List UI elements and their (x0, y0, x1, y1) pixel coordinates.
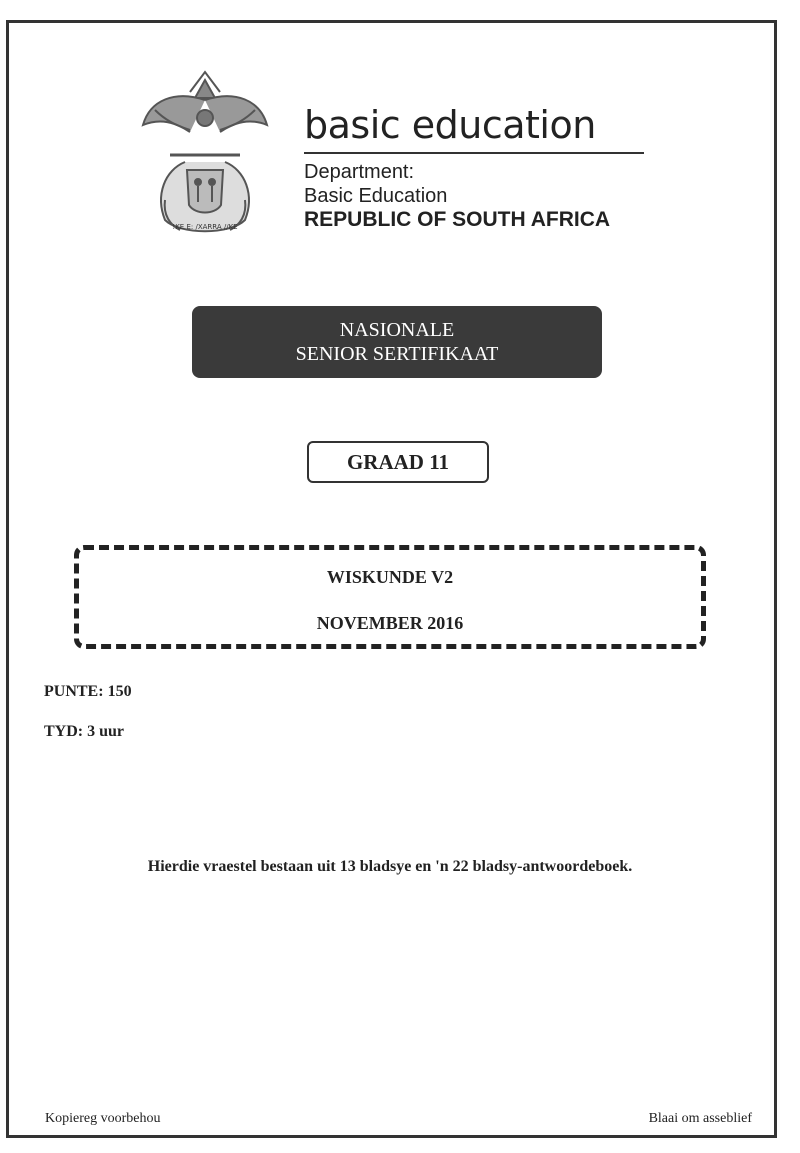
turn-over-footer: Blaai om asseblief (648, 1111, 752, 1126)
crest-motto-text: !KE E: /XARRA //KE (172, 223, 238, 231)
page-count-note: Hierdie vraestel bestaan uit 13 bladsye en 'n 22 bladsy-antwoordeboek. (147, 858, 633, 875)
time-line (44, 723, 124, 741)
coat-of-arms-logo (135, 70, 275, 240)
certificate-banner (192, 306, 602, 378)
exam-date: NOVEMBER 2016 (316, 613, 464, 633)
subject-title: WISKUNDE V2 (326, 567, 454, 587)
marks-label: PUNTE: (44, 683, 104, 700)
department-name: Basic Education (304, 185, 448, 207)
subject-box (74, 545, 706, 649)
department-branding (304, 100, 644, 232)
brand-name: basic education (304, 100, 644, 154)
copyright-footer: Kopiereg voorbehou (45, 1111, 161, 1126)
grade-label: GRAAD 11 (307, 441, 489, 483)
marks-value: 150 (107, 683, 132, 700)
marks-line (44, 683, 132, 701)
certificate-line-1: NASIONALE (339, 319, 455, 341)
certificate-line-2: SENIOR SERTIFIKAAT (295, 343, 499, 365)
time-label: TYD: (44, 723, 84, 740)
time-value: 3 uur (87, 723, 125, 740)
department-label: Department: (304, 161, 415, 183)
country-name: REPUBLIC OF SOUTH AFRICA (304, 208, 611, 231)
